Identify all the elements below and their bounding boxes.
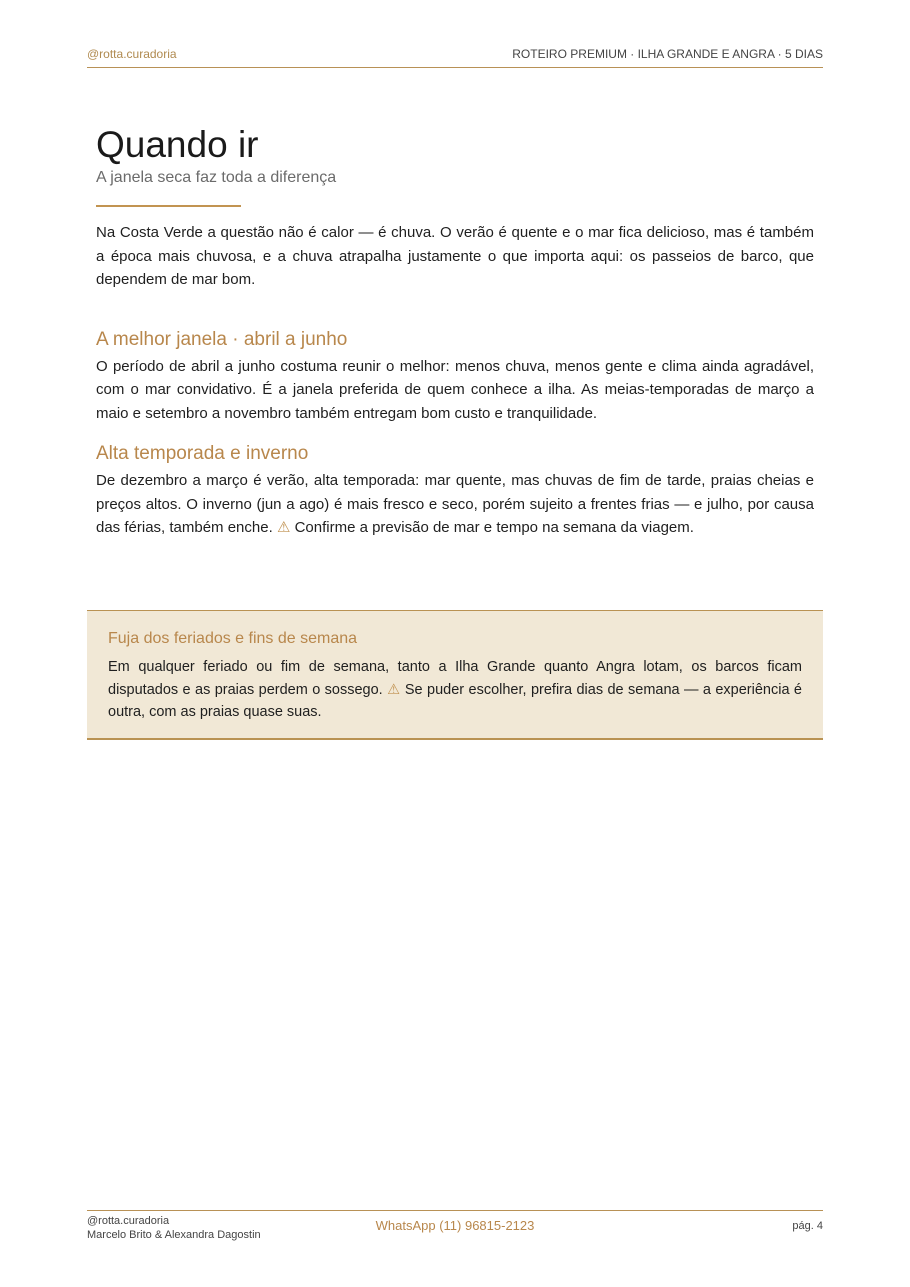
callout-text-part1: Em qualquer feriado ou fim de semana, tanto a Ilha Grande quanto Angra lotam, os barcos ficam disputados e as praias perdem o sossego. xyxy=(108,659,802,698)
warning-icon: ⚠ xyxy=(276,519,291,536)
callout-text xyxy=(108,656,802,724)
warning-icon: ⚠ xyxy=(387,681,401,698)
section-heading-high-season: Alta temporada e inverno xyxy=(96,443,309,464)
callout-text-part2: Se puder escolher, prefira dias de semana — a experiência é outra, com as praias quase suas. xyxy=(108,681,802,720)
main-content xyxy=(96,124,814,540)
section-heading-best-window: A melhor janela · abril a junho xyxy=(96,328,348,350)
title-divider xyxy=(96,205,241,207)
header-brand: @rotta.curadoria xyxy=(87,47,177,61)
section-high-season xyxy=(96,442,814,540)
footer-page-number: pág. 4 xyxy=(792,1220,823,1232)
footer-brand: @rotta.curadoria xyxy=(87,1215,170,1227)
intro-paragraph: Na Costa Verde a questão não é calor — é chuva. O verão é quente e o mar fica delicioso, mas é também a época mais chuvosa, e a chuva atrapalha justamente o que importa aqui: os passeios de barco, que dependem de mar bom. xyxy=(96,224,814,288)
callout-title: Fuja dos feriados e fins de semana xyxy=(108,630,358,647)
page-footer xyxy=(87,1210,823,1251)
section-text-high-season-part2: Confirme a previsão de mar e tempo na semana da viagem. xyxy=(294,519,694,536)
header-document-title: ROTEIRO PREMIUM · ILHA GRANDE E ANGRA · 5 DIAS xyxy=(512,47,823,61)
footer-whatsapp-contact: WhatsApp (11) 96815-2123 xyxy=(375,1218,535,1233)
page-subtitle: A janela seca faz toda a diferença xyxy=(96,169,337,186)
section-best-window xyxy=(96,328,814,426)
page-header xyxy=(87,46,823,68)
page-title: Quando ir xyxy=(96,124,259,165)
footer-authors: Marcelo Brito & Alexandra Dagostin xyxy=(87,1229,261,1241)
section-text-high-season xyxy=(96,469,814,540)
tip-callout xyxy=(87,610,823,740)
section-text-best-window: O período de abril a junho costuma reunir o melhor: menos chuva, menos gente e clima ainda agradável, com o mar convidativo. É a janela preferida de quem conhece a ilha. As meias-temporadas de março a maio e setembro a novembro também entregam bom custo e tranquilidade. xyxy=(96,357,814,422)
section-text-high-season-part1: De dezembro a março é verão, alta temporada: mar quente, mas chuvas de fim de tarde, praias cheias e preços altos. O inverno (jun a ago) é mais fresco e seco, porém sujeito a frentes frias — e julho, por causa das férias, também enche. xyxy=(96,472,814,536)
